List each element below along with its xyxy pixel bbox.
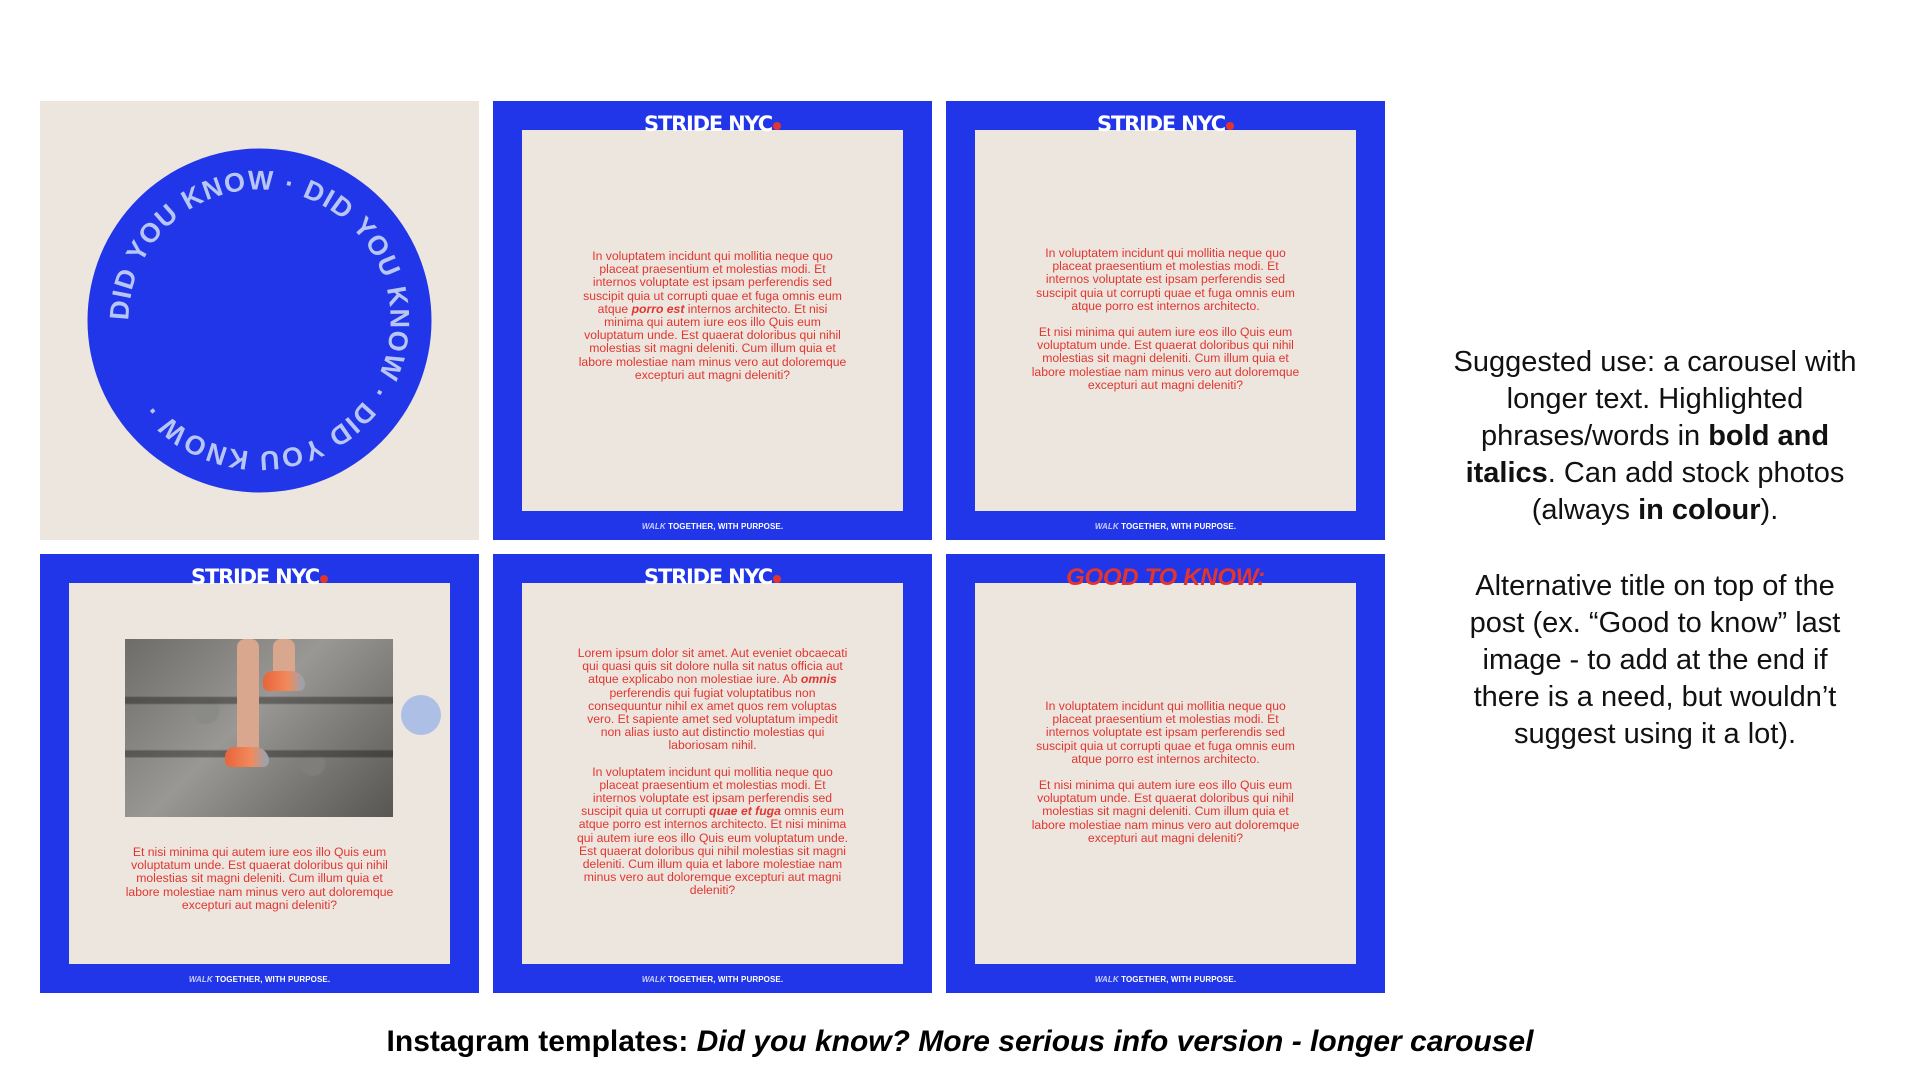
content-panel: [522, 583, 903, 964]
logo-dot-icon: [320, 575, 328, 583]
alt-title: GOOD TO KNOW:: [1066, 564, 1265, 591]
usage-note: Suggested use: a carousel with longer text. Highlighted phrases/words in bold and italics. Can add stock photos (always in colour).: [1453, 346, 1857, 526]
alt-title-note: Alternative title on top of the post (ex. “Good to know” last image - to add at the end if there is a need, but wouldn’t suggest using it a lot).: [1469, 570, 1841, 750]
body-text: In voluptatem incidunt qui mollitia neque quo placeat praesentium et molestias modi. Et internos voluptate est ipsam perferendis sed suscipit quia ut corrupti quae et fuga omnis eum atque porro est internos architecto. Et nisi minima qui autem iure eos illo Quis eum voluptatum unde. Est quaerat doloribus qui nihil molestias sit magni deleniti. Cum illum quia et labore molestiae nam minus vero aut doloremque excepturi aut magni deleniti?: [1031, 246, 1300, 392]
tagline: WALK TOGETHER, WITH PURPOSE.: [1094, 522, 1237, 531]
brand-logo: STRIDE NYC: [946, 112, 1385, 136]
photo-leg-left: [237, 639, 259, 757]
tile-photo-post: [40, 554, 479, 993]
logo-dot-icon: [1226, 122, 1234, 130]
stock-photo-stairs: [125, 639, 393, 817]
tagline: WALK TOGETHER, WITH PURPOSE.: [188, 975, 331, 984]
logo-dot-icon: [773, 122, 781, 130]
decorative-circle: [401, 695, 441, 735]
tile-did-you-know: [40, 101, 479, 540]
body-text: In voluptatem incidunt qui mollitia neque quo placeat praesentium et molestias modi. Et internos voluptate est ipsam perferendis sed suscipit quia ut corrupti quae et fuga omnis eum atque porro est internos architecto. Et nisi minima qui autem iure eos illo Quis eum voluptatum unde. Est quaerat doloribus qui nihil molestias sit magni deleniti. Cum illum quia et labore molestiae nam minus vero aut doloremque excepturi aut magni deleniti?: [578, 249, 847, 382]
content-panel: [975, 130, 1356, 511]
content-panel: [69, 583, 450, 964]
tagline: WALK TOGETHER, WITH PURPOSE.: [641, 975, 784, 984]
ring-text: DID YOU KNOW · DID YOU KNOW · DID YOU KNOW ·: [104, 165, 415, 476]
content-panel: [522, 130, 903, 511]
logo-dot-icon: [773, 575, 781, 583]
brand-logo: STRIDE NYC: [493, 112, 932, 136]
tile-text-post-1: [493, 101, 932, 540]
tile-long-text-post: [493, 554, 932, 993]
slide-caption: Instagram templates: Did you know? More serious info version - longer carousel: [386, 1025, 1534, 1058]
brand-logo: STRIDE NYC: [493, 565, 932, 589]
tile-good-to-know: [946, 554, 1385, 993]
body-text: Et nisi minima qui autem iure eos illo Quis eum voluptatum unde. Est quaerat doloribus qui nihil molestias sit magni deleniti. Cum illum quia et labore molestiae nam minus vero aut doloremque excepturi aut magni deleniti?: [125, 845, 394, 912]
content-panel: [975, 583, 1356, 964]
tagline: WALK TOGETHER, WITH PURPOSE.: [641, 522, 784, 531]
tile-text-post-2: [946, 101, 1385, 540]
brand-logo: STRIDE NYC: [40, 565, 479, 589]
blue-circle: [88, 149, 432, 493]
photo-shoe-left: [225, 747, 269, 767]
did-you-know-circle: [40, 101, 479, 540]
body-text: Lorem ipsum dolor sit amet. Aut eveniet obcaecati qui quasi quis sit dolore nulla sit natus officia aut atque explicabo non molestiae iure. Ab omnis perferendis qui fugiat voluptatibus non consequuntur nihil ex amet quos rem voluptas vero. Et sapiente amet sed voluptatum impedit non alias iusto aut distinctio molestias qui laboriosam nihil. In voluptatem incidunt qui mollitia neque quo placeat praesentium et molestias modi. Et internos voluptate est ipsam perferendis sed suscipit quia ut corrupti quae et fuga omnis eum atque porro est internos architecto. Et nisi minima qui autem iure eos illo Quis eum voluptatum unde. Est quaerat doloribus qui nihil molestias sit magni deleniti. Cum illum quia et labore molestiae nam minus vero aut doloremque excepturi aut magni deleniti?: [577, 646, 848, 898]
photo-shoe-right: [263, 671, 305, 691]
body-text: In voluptatem incidunt qui mollitia neque quo placeat praesentium et molestias modi. Et internos voluptate est ipsam perferendis sed suscipit quia ut corrupti quae et fuga omnis eum atque porro est internos architecto. Et nisi minima qui autem iure eos illo Quis eum voluptatum unde. Est quaerat doloribus qui nihil molestias sit magni deleniti. Cum illum quia et labore molestiae nam minus vero aut doloremque excepturi aut magni deleniti?: [1031, 699, 1300, 845]
tagline: WALK TOGETHER, WITH PURPOSE.: [1094, 975, 1237, 984]
